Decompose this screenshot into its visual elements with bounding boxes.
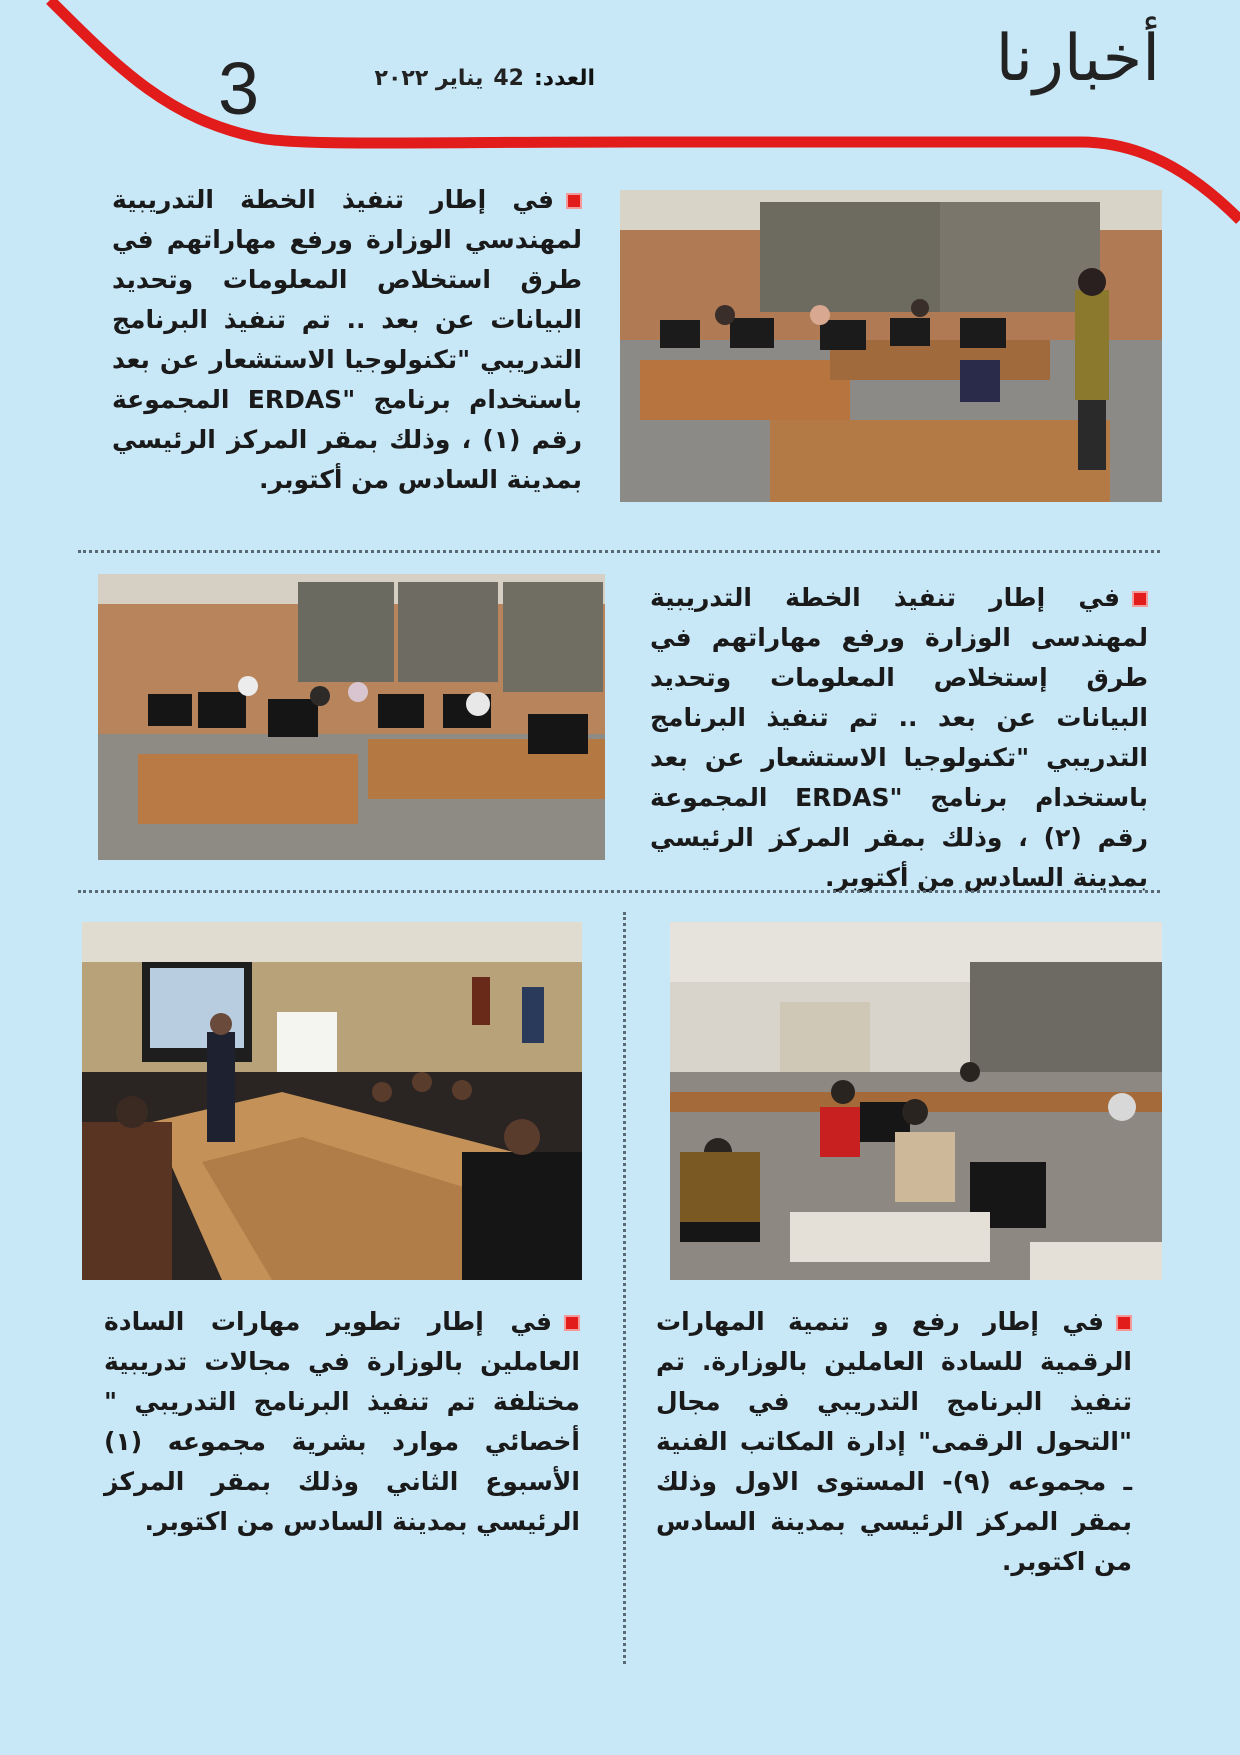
article-1-body: في إطار تنفيذ الخطة التدريبية لمهندسي الوزارة ورفع مهاراتهم في طرق استخلاص المعلومات وتحديد البيانات عن بعد .. تم تنفيذ البرنامج التدريبي "تكنولوجيا الاستشعار عن بعد باستخدام برنامج "ERDAS المجموعة رقم (١) ، وذلك بمقر المركز الرئيسي بمدينة السادس من أكتوبر.: [112, 185, 582, 494]
article-2-text: [650, 578, 1148, 898]
issue-info: [295, 66, 595, 91]
bullet-icon: [564, 1315, 580, 1331]
article-1-photo: [620, 190, 1162, 502]
divider-vertical: [623, 912, 626, 1664]
article-3-text: [656, 1302, 1132, 1582]
issue-date: يناير ٢٠٢٢: [374, 66, 484, 91]
article-4-photo: [82, 922, 582, 1280]
bullet-icon: [1116, 1315, 1132, 1331]
divider-1: [78, 550, 1160, 553]
article-1-text: [112, 180, 582, 500]
article-4-body: في إطار تطوير مهارات السادة العاملين بالوزارة في مجالات تدريبية مختلفة تم تنفيذ البرنامج التدريبي " أخصائي موارد بشرية مجموعه (١) الأسبوع الثاني وذلك بمقر المركز الرئيسي بمدينة السادس من اكتوبر.: [104, 1307, 580, 1536]
issue-number: 42: [493, 66, 524, 91]
article-2-body: في إطار تنفيذ الخطة التدريبية لمهندسى الوزارة ورفع مهاراتهم في طرق إستخلاص المعلومات وتحديد البيانات عن بعد .. تم تنفيذ البرنامج التدريبي "تكنولوجيا الاستشعار عن بعد باستخدام برنامج "ERDAS المجموعة رقم (٢) ، وذلك بمقر المركز الرئيسي بمدينة السادس من أكتوبر.: [650, 583, 1148, 892]
article-3-photo: [670, 922, 1162, 1280]
newsletter-logo: أخبارنا: [995, 22, 1160, 96]
bullet-icon: [566, 193, 582, 209]
divider-2: [78, 890, 1160, 893]
article-4-text: [104, 1302, 580, 1542]
article-2-photo: [98, 574, 605, 860]
article-3-body: في إطار رفع و تنمية المهارات الرقمية للسادة العاملين بالوزارة. تم تنفيذ البرنامج التدريبي في مجال "التحول الرقمى" إدارة المكاتب الفنية ـ مجموعه (٩)- المستوى الاول وذلك بمقر المركز الرئيسي بمدينة السادس من اكتوبر.: [656, 1307, 1133, 1576]
issue-label: العدد:: [533, 66, 595, 91]
page-number: 3: [218, 47, 260, 130]
bullet-icon: [1132, 591, 1148, 607]
